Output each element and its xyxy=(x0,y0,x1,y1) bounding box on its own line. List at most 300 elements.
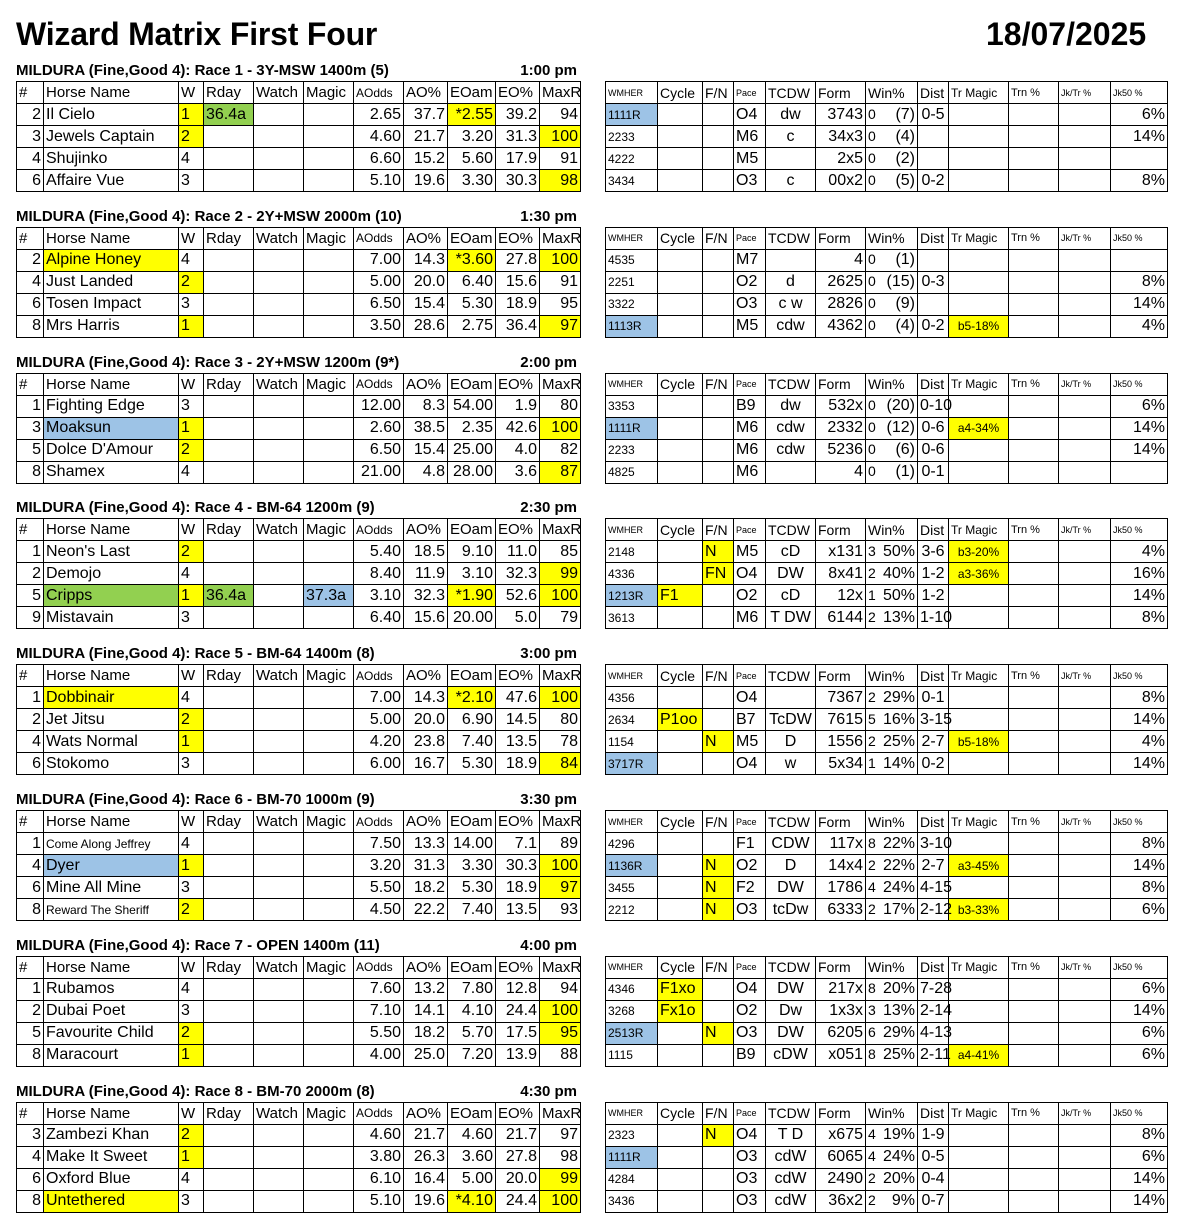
win-percent: (2) xyxy=(895,149,915,167)
column-header: Horse Name xyxy=(44,519,179,541)
cell-jktr xyxy=(1059,1190,1111,1212)
column-header: Pace xyxy=(734,373,766,395)
cell-wmher: 2233 xyxy=(606,439,658,461)
cell-form: 4 xyxy=(816,461,866,483)
cell-eoam: 7.20 xyxy=(448,1044,496,1066)
cell-magic xyxy=(304,104,354,126)
win-percent: (1) xyxy=(895,251,915,269)
column-header: AO% xyxy=(404,1102,448,1124)
column-header: EO% xyxy=(496,227,540,249)
cell-magic xyxy=(304,1168,354,1190)
column-header: Watch xyxy=(254,1102,304,1124)
cell-form: x675 xyxy=(816,1124,866,1146)
cell-form: 1786 xyxy=(816,877,866,899)
cell-watch xyxy=(254,687,304,709)
cell-win-pct xyxy=(866,833,918,855)
column-header: W xyxy=(179,665,204,687)
cell-eoam: 54.00 xyxy=(448,395,496,417)
win-percent: (6) xyxy=(895,441,915,459)
column-header: MaxR xyxy=(540,373,581,395)
cell-eo: 5.0 xyxy=(496,607,540,629)
cell-name: Cripps xyxy=(44,585,179,607)
cell-wmher: 2148 xyxy=(606,541,658,563)
column-header: AOdds xyxy=(354,373,404,395)
column-header: EO% xyxy=(496,82,540,104)
cell-jk50: 6% xyxy=(1111,1146,1168,1168)
cell-aodds: 7.50 xyxy=(354,833,404,855)
cell-tcdw: cD xyxy=(766,541,816,563)
race-time: 3:00 pm xyxy=(520,645,577,663)
cell-tcdw: cdW xyxy=(766,1190,816,1212)
race-section xyxy=(0,1083,1185,1229)
cell-jktr xyxy=(1059,1022,1111,1044)
cell-jk50: 14% xyxy=(1111,126,1168,148)
column-header: Jk50 % xyxy=(1111,956,1168,978)
cell-trn xyxy=(1009,126,1059,148)
cell-watch xyxy=(254,1124,304,1146)
cell-win-pct xyxy=(866,731,918,753)
table-row xyxy=(606,293,1168,315)
horse-table xyxy=(16,1102,581,1213)
column-header: W xyxy=(179,1102,204,1124)
cell-maxr: 80 xyxy=(540,709,581,731)
race-title: MILDURA (Fine,Good 4): Race 1 - 3Y-MSW 1400m (5) xyxy=(16,62,389,79)
column-header: Magic xyxy=(304,519,354,541)
cell-num: 6 xyxy=(17,293,44,315)
cell-cycle xyxy=(658,1044,703,1066)
column-header: MaxR xyxy=(540,519,581,541)
cell-form: 3743 xyxy=(816,104,866,126)
cell-name: Dobbinair xyxy=(44,687,179,709)
cell-pace: O4 xyxy=(734,978,766,1000)
column-header: Rday xyxy=(204,665,254,687)
win-percent: (1) xyxy=(895,463,915,481)
cell-jktr xyxy=(1059,753,1111,775)
cell-fn xyxy=(703,1000,734,1022)
column-header: AO% xyxy=(404,665,448,687)
cell-w: 2 xyxy=(179,709,204,731)
cell-num: 5 xyxy=(17,1022,44,1044)
table-row xyxy=(606,877,1168,899)
cell-eoam: 5.70 xyxy=(448,1022,496,1044)
win-count: 0 xyxy=(868,295,876,312)
win-count: 1 xyxy=(868,754,876,771)
cell-watch xyxy=(254,170,304,192)
cell-dist: 0-2 xyxy=(918,315,949,337)
cell-dist: 1-2 xyxy=(918,585,949,607)
cell-tcdw: DW xyxy=(766,877,816,899)
column-header: F/N xyxy=(703,811,734,833)
win-count: 1 xyxy=(868,586,876,603)
cell-rday xyxy=(204,461,254,483)
win-percent: (7) xyxy=(895,105,915,123)
cell-trn xyxy=(1009,170,1059,192)
cell-w: 1 xyxy=(179,417,204,439)
cell-eo: 13.9 xyxy=(496,1044,540,1066)
column-header: MaxR xyxy=(540,227,581,249)
cell-aodds: 3.50 xyxy=(354,315,404,337)
cell-dist: 4-15 xyxy=(918,877,949,899)
cell-magic xyxy=(304,1124,354,1146)
column-header: TCDW xyxy=(766,811,816,833)
cell-cycle xyxy=(658,1190,703,1212)
cell-num: 4 xyxy=(17,271,44,293)
cell-watch xyxy=(254,417,304,439)
cell-pace: O3 xyxy=(734,899,766,921)
win-percent: 9% xyxy=(891,1192,915,1210)
column-header: AOdds xyxy=(354,956,404,978)
cell-num: 4 xyxy=(17,1146,44,1168)
cell-fn xyxy=(703,978,734,1000)
win-percent: 24% xyxy=(882,1148,915,1166)
cell-jktr xyxy=(1059,417,1111,439)
table-row xyxy=(17,833,581,855)
cell-jk50: 14% xyxy=(1111,585,1168,607)
column-header: MaxR xyxy=(540,82,581,104)
win-count: 2 xyxy=(868,564,876,581)
cell-magic xyxy=(304,1044,354,1066)
cell-win-pct xyxy=(866,170,918,192)
column-header: Jk50 % xyxy=(1111,811,1168,833)
column-header: Jk50 % xyxy=(1111,519,1168,541)
cell-pace: M5 xyxy=(734,541,766,563)
cell-eoam: 4.60 xyxy=(448,1124,496,1146)
cell-trn xyxy=(1009,148,1059,170)
cell-w: 4 xyxy=(179,563,204,585)
cell-tcdw: tcDw xyxy=(766,899,816,921)
cell-num: 3 xyxy=(17,1124,44,1146)
table-row xyxy=(17,249,581,271)
cell-name: Oxford Blue xyxy=(44,1168,179,1190)
cell-wmher: 4356 xyxy=(606,687,658,709)
column-header: AO% xyxy=(404,82,448,104)
cell-trn xyxy=(1009,753,1059,775)
cell-w: 1 xyxy=(179,585,204,607)
column-header: AOdds xyxy=(354,811,404,833)
cell-trmagic xyxy=(949,249,1009,271)
stats-table xyxy=(605,956,1168,1067)
cell-rday xyxy=(204,1022,254,1044)
cell-jktr xyxy=(1059,104,1111,126)
column-header: W xyxy=(179,373,204,395)
cell-wmher: 3434 xyxy=(606,170,658,192)
cell-cycle xyxy=(658,563,703,585)
cell-form: 5236 xyxy=(816,439,866,461)
cell-jktr xyxy=(1059,439,1111,461)
cell-watch xyxy=(254,148,304,170)
cell-rday xyxy=(204,315,254,337)
cell-wmher: 2233 xyxy=(606,126,658,148)
cell-watch xyxy=(254,855,304,877)
cell-wmher: 2634 xyxy=(606,709,658,731)
cell-eo: 32.3 xyxy=(496,563,540,585)
table-row xyxy=(17,687,581,709)
win-percent: (12) xyxy=(886,419,915,437)
table-row xyxy=(17,1022,581,1044)
race-section xyxy=(0,791,1185,937)
cell-pace: O2 xyxy=(734,1000,766,1022)
cell-eoam: 7.80 xyxy=(448,978,496,1000)
cell-fn xyxy=(703,1044,734,1066)
cell-form: 2826 xyxy=(816,293,866,315)
cell-jk50: 6% xyxy=(1111,899,1168,921)
cell-w: 1 xyxy=(179,315,204,337)
cell-magic xyxy=(304,877,354,899)
cell-trn xyxy=(1009,731,1059,753)
win-percent: (4) xyxy=(895,127,915,145)
table-row xyxy=(17,315,581,337)
cell-trmagic xyxy=(949,395,1009,417)
cell-win-pct xyxy=(866,395,918,417)
cell-w: 3 xyxy=(179,607,204,629)
cell-trmagic xyxy=(949,1124,1009,1146)
cell-trmagic xyxy=(949,877,1009,899)
cell-maxr: 84 xyxy=(540,753,581,775)
cell-fn xyxy=(703,585,734,607)
column-header: Pace xyxy=(734,665,766,687)
cell-aodds: 6.40 xyxy=(354,607,404,629)
cell-maxr: 97 xyxy=(540,877,581,899)
column-header: Win% xyxy=(866,82,918,104)
column-header: TCDW xyxy=(766,665,816,687)
win-count: 5 xyxy=(868,710,876,727)
cell-name: Stokomo xyxy=(44,753,179,775)
cell-rday xyxy=(204,417,254,439)
cell-eoam: *3.60 xyxy=(448,249,496,271)
table-row xyxy=(606,395,1168,417)
cell-name: Affaire Vue xyxy=(44,170,179,192)
cell-cycle xyxy=(658,148,703,170)
cell-magic xyxy=(304,541,354,563)
stats-table xyxy=(605,1102,1168,1213)
cell-jktr xyxy=(1059,1168,1111,1190)
cell-maxr: 99 xyxy=(540,1168,581,1190)
cell-win-pct xyxy=(866,687,918,709)
race-header xyxy=(16,208,581,228)
cell-name: Make It Sweet xyxy=(44,1146,179,1168)
race-time: 2:00 pm xyxy=(520,353,577,371)
cell-aodds: 21.00 xyxy=(354,461,404,483)
cell-maxr: 94 xyxy=(540,104,581,126)
cell-jktr xyxy=(1059,1124,1111,1146)
table-row xyxy=(17,170,581,192)
cell-watch xyxy=(254,315,304,337)
cell-num: 9 xyxy=(17,607,44,629)
cell-dist: 2-7 xyxy=(918,731,949,753)
cell-num: 2 xyxy=(17,563,44,585)
cell-cycle xyxy=(658,126,703,148)
cell-magic xyxy=(304,395,354,417)
column-header: Jk50 % xyxy=(1111,373,1168,395)
column-header: MaxR xyxy=(540,1102,581,1124)
cell-jk50: 6% xyxy=(1111,978,1168,1000)
column-header: Magic xyxy=(304,82,354,104)
cell-cycle xyxy=(658,753,703,775)
cell-num: 5 xyxy=(17,585,44,607)
cell-watch xyxy=(254,731,304,753)
cell-magic xyxy=(304,607,354,629)
horse-table xyxy=(16,664,581,775)
cell-eoam: 2.35 xyxy=(448,417,496,439)
cell-eo: 12.8 xyxy=(496,978,540,1000)
cell-num: 1 xyxy=(17,541,44,563)
cell-tcdw: T D xyxy=(766,1124,816,1146)
column-header: Win% xyxy=(866,1102,918,1124)
cell-eoam: 6.40 xyxy=(448,271,496,293)
cell-cycle xyxy=(658,104,703,126)
cell-eo: 13.5 xyxy=(496,731,540,753)
cell-form: 4362 xyxy=(816,315,866,337)
cell-ao: 14.3 xyxy=(404,249,448,271)
cell-fn: N xyxy=(703,855,734,877)
table-row xyxy=(17,1044,581,1066)
win-count: 2 xyxy=(868,856,876,873)
cell-cycle xyxy=(658,249,703,271)
cell-aodds: 6.00 xyxy=(354,753,404,775)
column-header: Trn % xyxy=(1009,373,1059,395)
column-header: F/N xyxy=(703,956,734,978)
cell-maxr: 100 xyxy=(540,855,581,877)
table-row xyxy=(606,541,1168,563)
win-count: 8 xyxy=(868,834,876,851)
cell-trn xyxy=(1009,1190,1059,1212)
cell-trmagic: b3-20% xyxy=(949,541,1009,563)
cell-eo: 27.8 xyxy=(496,249,540,271)
cell-eoam: 20.00 xyxy=(448,607,496,629)
cell-fn: N xyxy=(703,1022,734,1044)
cell-pace: M6 xyxy=(734,461,766,483)
cell-maxr: 85 xyxy=(540,541,581,563)
column-header: Horse Name xyxy=(44,665,179,687)
cell-form: 00x2 xyxy=(816,170,866,192)
column-header: Tr Magic xyxy=(949,519,1009,541)
race-section xyxy=(0,645,1185,791)
cell-name: Dolce D'Amour xyxy=(44,439,179,461)
cell-fn: N xyxy=(703,731,734,753)
cell-num: 1 xyxy=(17,687,44,709)
cell-watch xyxy=(254,1022,304,1044)
cell-fn xyxy=(703,104,734,126)
cell-trmagic: b5-18% xyxy=(949,315,1009,337)
cell-jktr xyxy=(1059,585,1111,607)
cell-cycle xyxy=(658,899,703,921)
cell-fn: N xyxy=(703,541,734,563)
column-header: Cycle xyxy=(658,227,703,249)
cell-trmagic xyxy=(949,978,1009,1000)
cell-cycle xyxy=(658,541,703,563)
cell-pace: O3 xyxy=(734,1190,766,1212)
cell-wmher: 4222 xyxy=(606,148,658,170)
cell-magic xyxy=(304,293,354,315)
cell-trn xyxy=(1009,899,1059,921)
cell-cycle xyxy=(658,833,703,855)
cell-jktr xyxy=(1059,709,1111,731)
cell-trn xyxy=(1009,104,1059,126)
cell-ao: 20.0 xyxy=(404,709,448,731)
cell-form: x051 xyxy=(816,1044,866,1066)
cell-eo: 15.6 xyxy=(496,271,540,293)
cell-pace: O2 xyxy=(734,585,766,607)
table-row xyxy=(17,607,581,629)
cell-cycle xyxy=(658,395,703,417)
cell-rday xyxy=(204,899,254,921)
win-count: 2 xyxy=(868,1170,876,1187)
cell-rday xyxy=(204,541,254,563)
column-header: Trn % xyxy=(1009,665,1059,687)
cell-win-pct xyxy=(866,439,918,461)
column-header: TCDW xyxy=(766,227,816,249)
cell-watch xyxy=(254,395,304,417)
column-header: Dist xyxy=(918,811,949,833)
cell-trmagic xyxy=(949,1000,1009,1022)
cell-trmagic xyxy=(949,461,1009,483)
column-header: MaxR xyxy=(540,665,581,687)
column-header: F/N xyxy=(703,519,734,541)
cell-tcdw xyxy=(766,461,816,483)
cell-name: Come Along Jeffrey xyxy=(44,833,179,855)
win-percent: 25% xyxy=(882,1046,915,1064)
cell-dist: 0-4 xyxy=(918,1168,949,1190)
column-header: Pace xyxy=(734,1102,766,1124)
cell-ao: 15.4 xyxy=(404,293,448,315)
table-row xyxy=(17,1146,581,1168)
cell-rday xyxy=(204,833,254,855)
column-header: MaxR xyxy=(540,956,581,978)
cell-trn xyxy=(1009,1168,1059,1190)
column-header: Jk/Tr % xyxy=(1059,373,1111,395)
column-header: WMHER xyxy=(606,82,658,104)
column-header: Rday xyxy=(204,1102,254,1124)
cell-dist xyxy=(918,249,949,271)
column-header: Jk50 % xyxy=(1111,1102,1168,1124)
cell-watch xyxy=(254,439,304,461)
win-count: 0 xyxy=(868,251,876,268)
column-header: Rday xyxy=(204,956,254,978)
column-header: Win% xyxy=(866,373,918,395)
cell-pace: O2 xyxy=(734,271,766,293)
cell-tcdw: DW xyxy=(766,978,816,1000)
cell-eoam: *2.55 xyxy=(448,104,496,126)
cell-trn xyxy=(1009,607,1059,629)
cell-fn xyxy=(703,126,734,148)
race-header xyxy=(16,62,581,82)
cell-tcdw: DW xyxy=(766,1022,816,1044)
win-count: 0 xyxy=(868,441,876,458)
cell-jk50: 6% xyxy=(1111,104,1168,126)
cell-pace: M5 xyxy=(734,731,766,753)
cell-rday xyxy=(204,1000,254,1022)
column-header: Tr Magic xyxy=(949,811,1009,833)
table-row xyxy=(606,170,1168,192)
cell-fn xyxy=(703,395,734,417)
cell-trmagic xyxy=(949,753,1009,775)
cell-watch xyxy=(254,293,304,315)
table-row xyxy=(17,148,581,170)
cell-pace: O3 xyxy=(734,1022,766,1044)
cell-form: 6333 xyxy=(816,899,866,921)
cell-aodds: 7.00 xyxy=(354,249,404,271)
cell-eoam: 6.90 xyxy=(448,709,496,731)
cell-wmher: 3717R xyxy=(606,753,658,775)
win-percent: (20) xyxy=(886,397,915,415)
win-count: 3 xyxy=(868,1002,876,1019)
cell-cycle xyxy=(658,687,703,709)
column-header: Dist xyxy=(918,519,949,541)
cell-eoam: 28.00 xyxy=(448,461,496,483)
column-header: Pace xyxy=(734,956,766,978)
cell-tcdw: cdw xyxy=(766,417,816,439)
cell-pace: M5 xyxy=(734,148,766,170)
